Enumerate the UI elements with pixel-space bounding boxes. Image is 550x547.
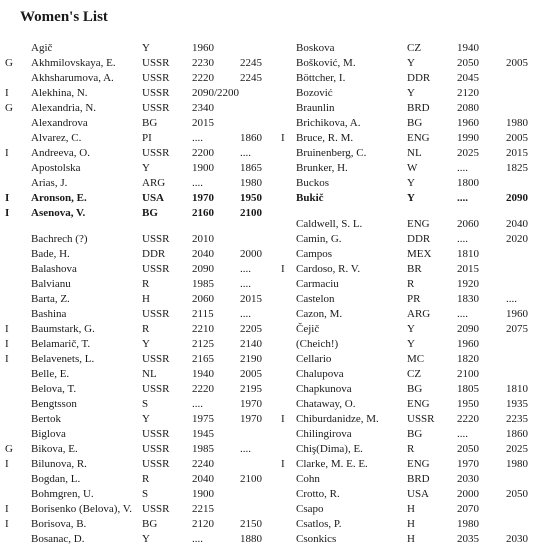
rating-2: ....: [240, 308, 251, 320]
rating-1: ....: [457, 192, 468, 204]
country-code: ENG: [407, 458, 430, 470]
player-name: Andreeva, O.: [31, 147, 90, 159]
country-code: USSR: [142, 57, 170, 69]
rating-1: 1940: [192, 368, 214, 380]
player-name: Chilingirova: [296, 428, 352, 440]
rating-1: 2080: [457, 102, 479, 114]
rating-1: 2090: [457, 323, 479, 335]
rating-1: 2230: [192, 57, 214, 69]
rating-2: 1880: [240, 533, 262, 545]
rating-2: ....: [240, 147, 251, 159]
player-name: Csatlos, P.: [296, 518, 342, 530]
player-name: Alvarez, C.: [31, 132, 82, 144]
player-name: Bozović: [296, 87, 333, 99]
country-code: ENG: [407, 398, 430, 410]
player-name: Borisenko (Belova), V.: [31, 503, 133, 515]
country-code: USSR: [142, 458, 170, 470]
country-code: USSR: [142, 428, 170, 440]
rating-2: 2090: [506, 192, 528, 204]
country-code: USSR: [407, 413, 435, 425]
rating-2: 2005: [506, 132, 528, 144]
player-name: Braunlin: [296, 102, 335, 114]
player-name: Buckos: [296, 177, 329, 189]
rating-1: 2090/2200: [192, 87, 240, 99]
country-code: R: [142, 278, 150, 290]
rating-1: 2050: [457, 57, 479, 69]
country-code: ENG: [407, 132, 430, 144]
country-code: DDR: [407, 233, 431, 245]
player-name: Bade, H.: [31, 248, 70, 260]
rating-1: 1900: [192, 488, 214, 500]
rating-2: 2005: [506, 57, 528, 69]
player-name: Akhsharumova, A.: [31, 72, 114, 84]
player-name: Chataway, O.: [296, 398, 356, 410]
rating-1: ....: [192, 398, 203, 410]
country-code: BRD: [407, 102, 430, 114]
rating-2: 1970: [240, 398, 262, 410]
rating-2: ....: [506, 293, 517, 305]
rating-1: 2200: [192, 147, 214, 159]
rating-1: 2220: [457, 413, 479, 425]
rating-1: 2160: [192, 207, 214, 219]
rating-1: 2045: [457, 72, 479, 84]
country-code: Y: [407, 323, 415, 335]
country-code: S: [142, 488, 149, 500]
rating-1: 2060: [192, 293, 214, 305]
country-code: Y: [142, 42, 150, 54]
player-name: Belamarič, T.: [31, 338, 91, 350]
player-name: Bashina: [31, 308, 67, 320]
country-code: ARG: [407, 308, 431, 320]
rating-1: 2040: [192, 473, 214, 485]
rating-2: 2190: [240, 353, 262, 365]
country-code: NL: [407, 147, 422, 159]
rating-1: 1950: [457, 398, 479, 410]
country-code: MC: [407, 353, 425, 365]
country-code: USSR: [142, 72, 170, 84]
player-name: Chapkunova: [296, 383, 352, 395]
title-marker: I: [5, 353, 9, 365]
page-title: Women's List: [20, 9, 108, 25]
player-name: Bertok: [31, 413, 61, 425]
rating-1: ....: [457, 428, 468, 440]
rating-1: 2070: [457, 503, 479, 515]
rating-1: 1830: [457, 293, 479, 305]
player-name: Balashova: [31, 263, 77, 275]
player-name: Bukič: [296, 192, 324, 204]
player-name: Campos: [296, 248, 333, 260]
player-name: Belle, E.: [31, 368, 70, 380]
rating-1: 2000: [457, 488, 479, 500]
rating-1: 2240: [192, 458, 214, 470]
country-code: H: [407, 533, 415, 545]
player-name: Brunker, H.: [296, 162, 348, 174]
country-code: USSR: [142, 383, 170, 395]
rating-1: 1990: [457, 132, 479, 144]
player-name: Belova, T.: [31, 383, 77, 395]
rating-1: 1920: [457, 278, 479, 290]
player-name: Bohmgren, U.: [31, 488, 94, 500]
rating-1: ....: [192, 177, 203, 189]
player-name: Crotto, R.: [296, 488, 340, 500]
rating-2: 2245: [240, 72, 262, 84]
rating-2: 2000: [240, 248, 262, 260]
country-code: USSR: [142, 308, 170, 320]
rating-2: 2205: [240, 323, 262, 335]
player-name: Boskova: [296, 42, 335, 54]
country-code: BG: [407, 383, 423, 395]
rating-1: 2340: [192, 102, 214, 114]
rating-1: 2050: [457, 443, 479, 455]
rating-2: 2040: [506, 218, 528, 230]
player-name: Asenova, V.: [31, 207, 86, 219]
player-name: Bruinenberg, C.: [296, 147, 367, 159]
player-name: Castelon: [296, 293, 335, 305]
player-name: Camin, G.: [296, 233, 342, 245]
rating-2: 1980: [506, 458, 528, 470]
player-name: Baumstark, G.: [31, 323, 95, 335]
country-code: R: [407, 443, 415, 455]
rating-2: 2140: [240, 338, 262, 350]
rating-1: 1945: [192, 428, 214, 440]
rating-2: 2015: [240, 293, 262, 305]
country-code: CZ: [407, 42, 422, 54]
rating-1: 2120: [192, 518, 214, 530]
title-marker: I: [5, 192, 10, 204]
rating-1: 1970: [192, 192, 214, 204]
title-marker: I: [281, 263, 285, 275]
title-marker: I: [5, 147, 9, 159]
player-name: Cellario: [296, 353, 332, 365]
rating-2: 2100: [240, 207, 262, 219]
player-name: Chalupova: [296, 368, 344, 380]
country-code: H: [142, 293, 150, 305]
country-code: R: [407, 278, 415, 290]
player-name: Belavenets, L.: [31, 353, 95, 365]
rating-1: 1805: [457, 383, 479, 395]
rating-1: ....: [457, 308, 468, 320]
player-name: Balvianu: [31, 278, 71, 290]
rating-1: ....: [457, 162, 468, 174]
rating-1: 2040: [192, 248, 214, 260]
rating-2: ....: [240, 263, 251, 275]
rating-2: 1950: [240, 192, 262, 204]
country-code: DDR: [407, 72, 431, 84]
rating-1: ....: [192, 533, 203, 545]
country-code: Y: [407, 177, 415, 189]
player-name: Barta, Z.: [31, 293, 70, 305]
player-name: Bengtsson: [31, 398, 77, 410]
player-name: Alekhina, N.: [31, 87, 88, 99]
player-name: Alexandrova: [31, 117, 88, 129]
player-name: Bikova, E.: [31, 443, 78, 455]
player-name: Alexandria, N.: [31, 102, 97, 114]
country-code: H: [407, 503, 415, 515]
country-code: ARG: [142, 177, 166, 189]
rating-1: 2015: [457, 263, 479, 275]
country-code: BG: [142, 518, 158, 530]
rating-2: 2195: [240, 383, 262, 395]
title-marker: I: [5, 458, 9, 470]
player-name: Čejič: [296, 323, 320, 335]
country-code: Y: [407, 338, 415, 350]
player-name: Aronson, E.: [31, 192, 87, 204]
country-code: BR: [407, 263, 422, 275]
rating-1: 1810: [457, 248, 479, 260]
rating-2: 2150: [240, 518, 262, 530]
country-code: Y: [142, 338, 150, 350]
country-code: USSR: [142, 503, 170, 515]
rating-1: 2100: [457, 368, 479, 380]
rating-1: ....: [457, 233, 468, 245]
country-code: Y: [407, 192, 415, 204]
title-marker: I: [5, 87, 9, 99]
rating-1: 2060: [457, 218, 479, 230]
title-marker: G: [5, 57, 13, 69]
rating-1: 1960: [192, 42, 214, 54]
title-marker: G: [5, 443, 13, 455]
rating-1: 2035: [457, 533, 479, 545]
country-code: USSR: [142, 147, 170, 159]
rating-1: 1980: [457, 518, 479, 530]
rating-2: 2015: [506, 147, 528, 159]
player-name: Bošković, M.: [296, 57, 356, 69]
rating-2: 2005: [240, 368, 262, 380]
country-code: BG: [407, 428, 423, 440]
rating-2: 2030: [506, 533, 528, 545]
player-name: Bilunova, R.: [31, 458, 87, 470]
rating-1: 2210: [192, 323, 214, 335]
rating-2: 1980: [506, 117, 528, 129]
rating-1: 1960: [457, 338, 479, 350]
country-code: BRD: [407, 473, 430, 485]
rating-1: 2025: [457, 147, 479, 159]
rating-1: 1985: [192, 278, 214, 290]
player-name: Bosanac, D.: [31, 533, 85, 545]
country-code: USSR: [142, 263, 170, 275]
country-code: USA: [407, 488, 430, 500]
country-code: Y: [142, 533, 150, 545]
player-name: Carmaciu: [296, 278, 339, 290]
rating-1: 2030: [457, 473, 479, 485]
rating-2: 2020: [506, 233, 528, 245]
player-name: Caldwell, S. L.: [296, 218, 363, 230]
country-code: Y: [142, 162, 150, 174]
rating-1: 1800: [457, 177, 479, 189]
title-marker: I: [5, 338, 9, 350]
country-code: S: [142, 398, 149, 410]
country-code: Y: [407, 87, 415, 99]
rating-1: 1970: [457, 458, 479, 470]
country-code: H: [407, 518, 415, 530]
country-code: BG: [142, 117, 158, 129]
rating-1: 2165: [192, 353, 214, 365]
player-name: Chiş(Dima), E.: [296, 443, 363, 455]
rating-2: 2050: [506, 488, 528, 500]
country-code: Y: [407, 57, 415, 69]
rating-1: 1960: [457, 117, 479, 129]
player-name: Biglova: [31, 428, 66, 440]
player-name: (Cheich!): [296, 338, 339, 350]
rating-2: 1935: [506, 398, 528, 410]
player-name: Arias, J.: [31, 177, 68, 189]
title-marker: I: [281, 132, 285, 144]
rating-1: 1940: [457, 42, 479, 54]
rating-2: 2235: [506, 413, 528, 425]
title-marker: I: [5, 207, 10, 219]
rating-1: 2220: [192, 72, 214, 84]
country-code: BG: [407, 117, 423, 129]
rating-1: 1975: [192, 413, 214, 425]
rating-1: ....: [192, 132, 203, 144]
rating-1: 2010: [192, 233, 214, 245]
title-marker: I: [5, 503, 9, 515]
player-name: Csonkics: [296, 533, 337, 545]
country-code: Y: [142, 413, 150, 425]
player-name: Csapo: [296, 503, 324, 515]
rating-1: 1820: [457, 353, 479, 365]
rating-2: 2075: [506, 323, 528, 335]
country-code: USA: [142, 192, 165, 204]
country-code: CZ: [407, 368, 422, 380]
country-code: R: [142, 323, 150, 335]
rating-1: 2090: [192, 263, 214, 275]
rating-2: 1860: [506, 428, 528, 440]
country-code: USSR: [142, 233, 170, 245]
country-code: USSR: [142, 443, 170, 455]
rating-2: ....: [240, 278, 251, 290]
rating-2: 1860: [240, 132, 262, 144]
rating-1: 2220: [192, 383, 214, 395]
player-name: Brichikova, A.: [296, 117, 361, 129]
rating-2: 1810: [506, 383, 528, 395]
title-marker: G: [5, 102, 13, 114]
title-marker: I: [5, 518, 9, 530]
player-name: Chiburdanidze, M.: [296, 413, 379, 425]
rating-2: 2025: [506, 443, 528, 455]
country-code: MEX: [407, 248, 432, 260]
title-marker: I: [5, 323, 9, 335]
player-name: Clarke, M. E. E.: [296, 458, 368, 470]
rating-2: ....: [240, 443, 251, 455]
player-name: Borisova, B.: [31, 518, 87, 530]
player-name: Cohn: [296, 473, 320, 485]
player-name: Bruce, R. M.: [296, 132, 354, 144]
rating-2: 1980: [240, 177, 262, 189]
title-marker: I: [281, 413, 285, 425]
rating-1: 2125: [192, 338, 214, 350]
country-code: ENG: [407, 218, 430, 230]
player-name: Apostolska: [31, 162, 81, 174]
rating-1: 1985: [192, 443, 214, 455]
country-code: R: [142, 473, 150, 485]
rating-2: 1865: [240, 162, 262, 174]
rating-1: 2120: [457, 87, 479, 99]
country-code: PR: [407, 293, 421, 305]
country-code: NL: [142, 368, 157, 380]
player-name: Cardoso, R. V.: [296, 263, 361, 275]
player-name: Akhmilovskaya, E.: [31, 57, 116, 69]
rating-1: 1900: [192, 162, 214, 174]
rating-2: 1960: [506, 308, 528, 320]
rating-2: 1970: [240, 413, 262, 425]
rating-2: 2100: [240, 473, 262, 485]
title-marker: I: [281, 458, 285, 470]
country-code: BG: [142, 207, 158, 219]
rating-1: 2015: [192, 117, 214, 129]
player-name: Bogdan, L.: [31, 473, 81, 485]
country-code: USSR: [142, 102, 170, 114]
rating-1: 2115: [192, 308, 214, 320]
rating-2: 2245: [240, 57, 262, 69]
country-code: W: [407, 162, 418, 174]
player-name: Bachrech (?): [31, 233, 88, 245]
rating-2: 1825: [506, 162, 528, 174]
country-code: USSR: [142, 353, 170, 365]
player-name: Böttcher, I.: [296, 72, 346, 84]
country-code: DDR: [142, 248, 166, 260]
player-name: Agič: [31, 42, 53, 54]
country-code: PI: [142, 132, 152, 144]
player-name: Cazon, M.: [296, 308, 343, 320]
rating-1: 2215: [192, 503, 214, 515]
country-code: USSR: [142, 87, 170, 99]
